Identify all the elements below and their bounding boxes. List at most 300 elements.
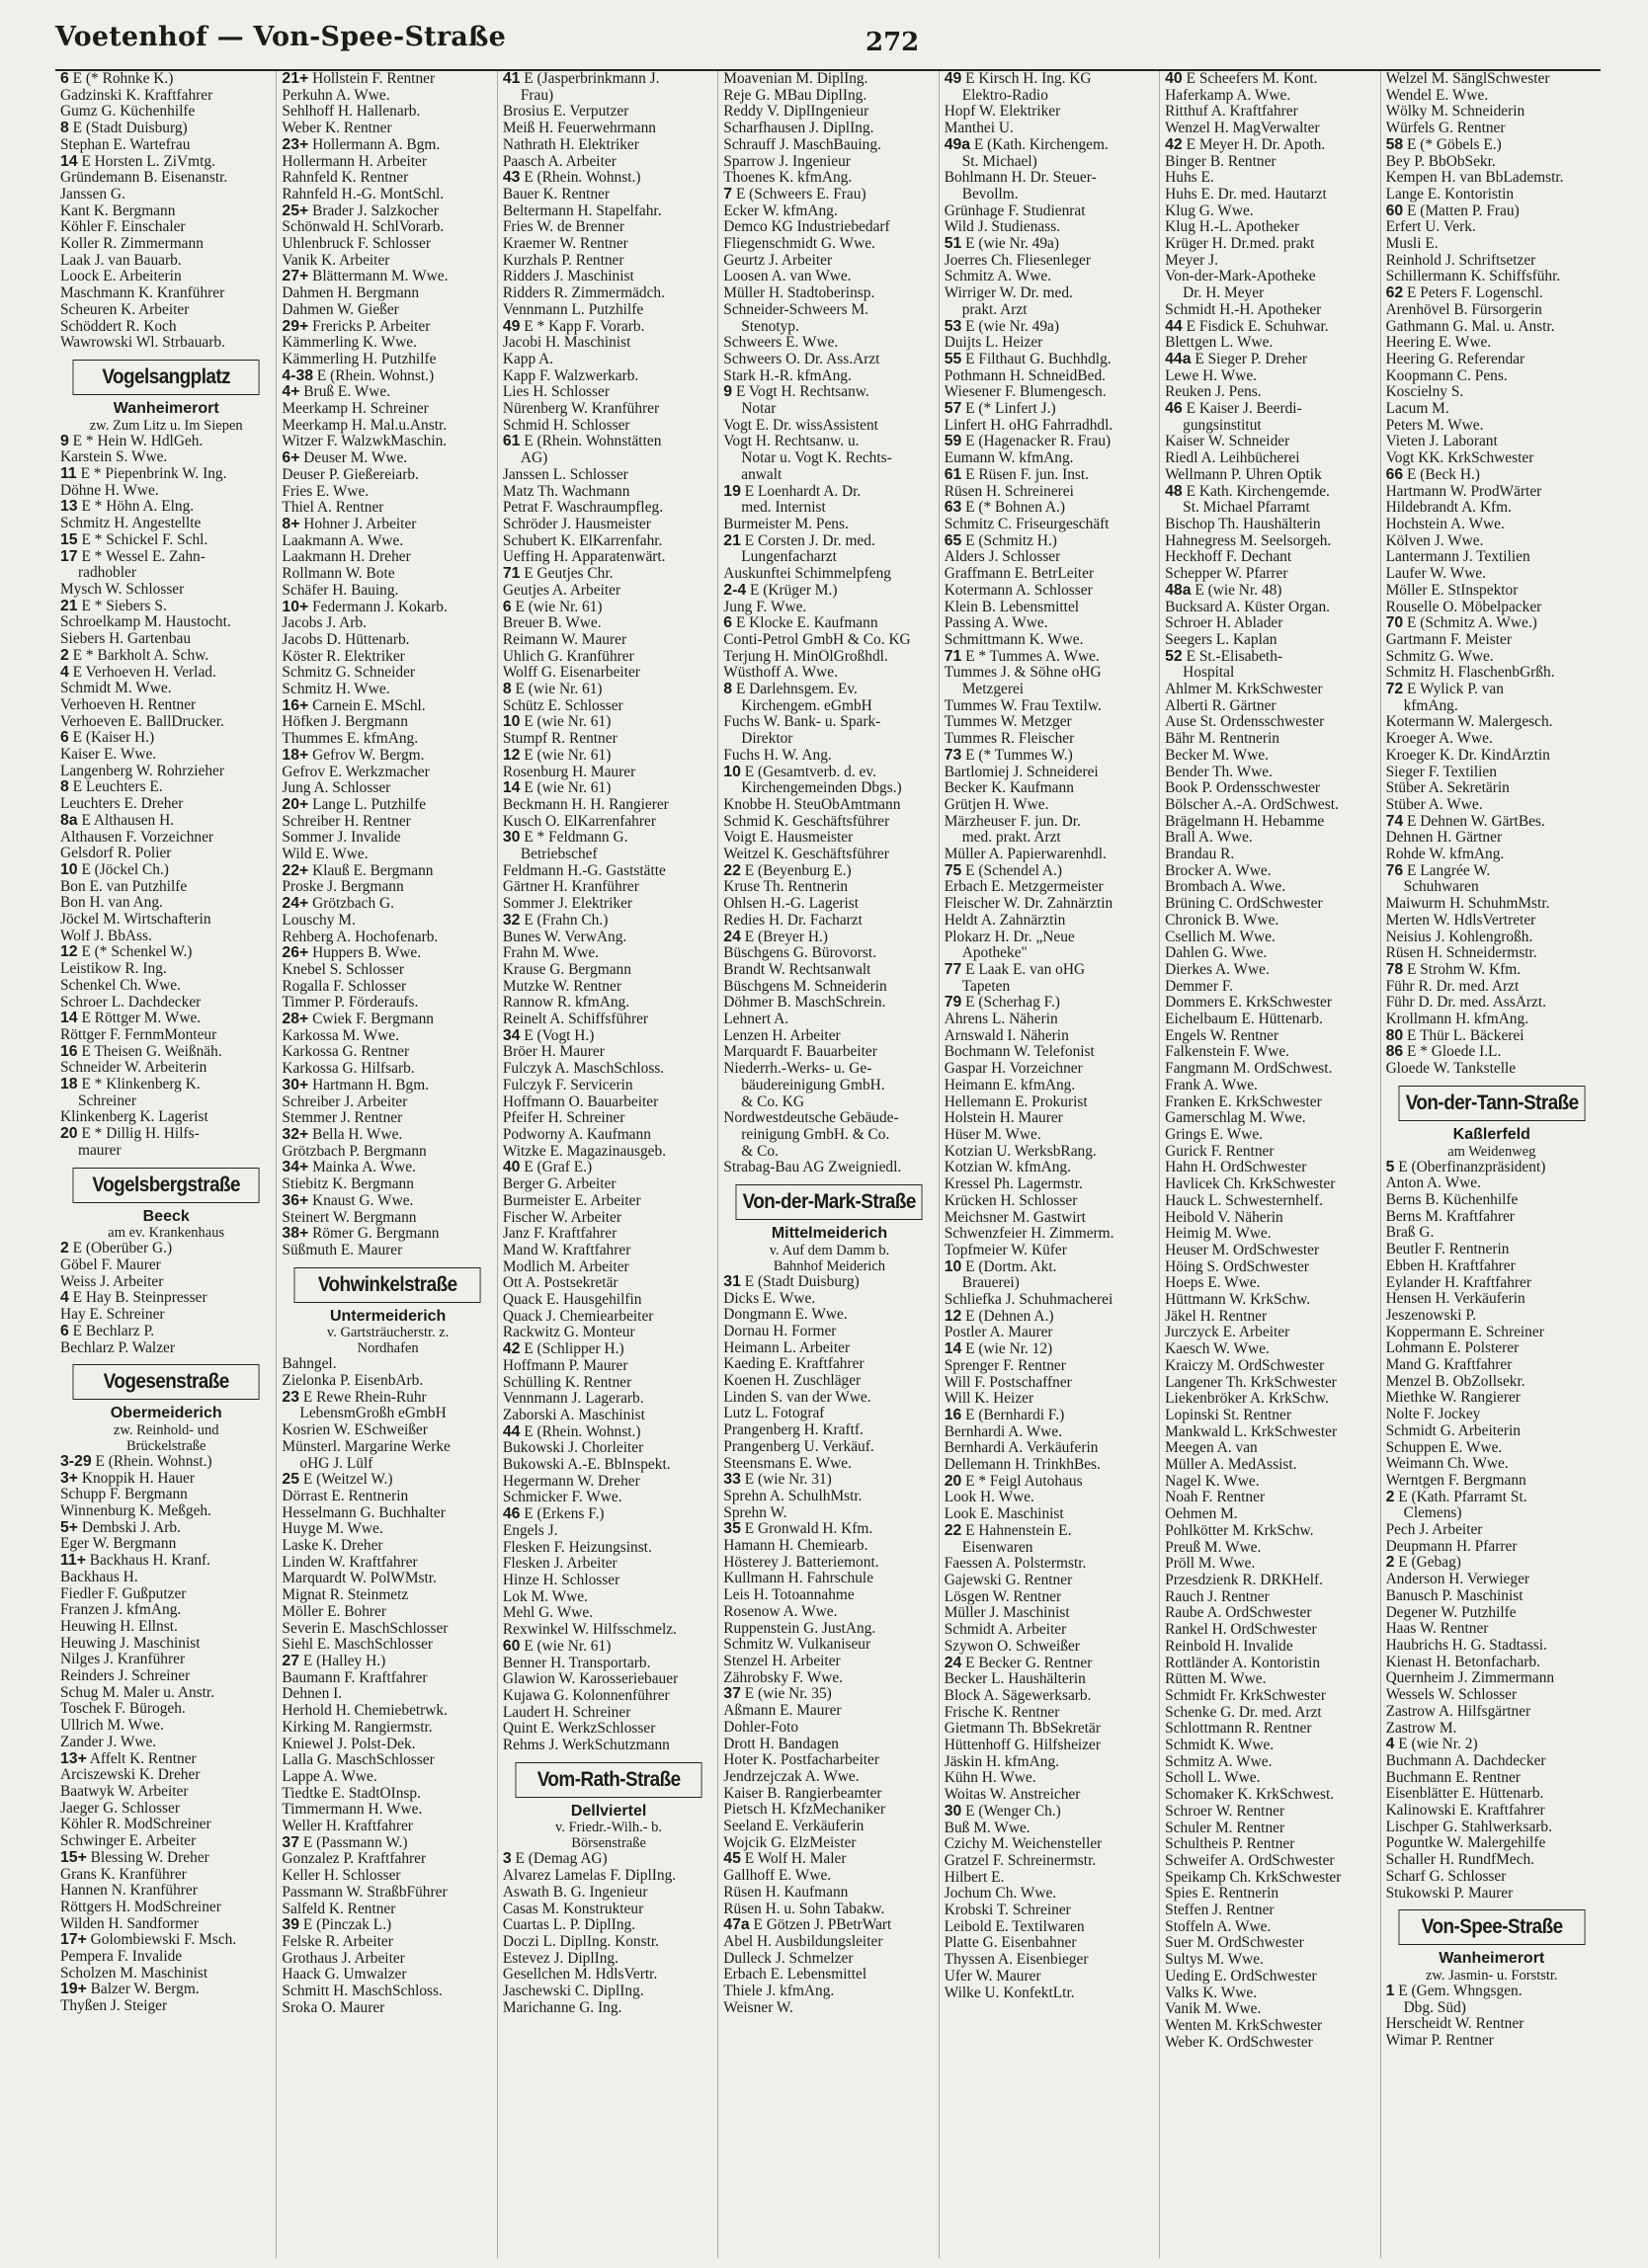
entry-text: Quack E. Hausgehilfin — [502, 1292, 642, 1309]
entry-text: Zander J. Wwe. — [60, 1734, 157, 1750]
entry-text: E Thür L. Bäckerei — [1407, 1027, 1524, 1044]
entry — [503, 780, 714, 797]
entry — [282, 1703, 493, 1720]
entry-continuation — [723, 731, 935, 748]
entry-text: Nürenberg W. Kranführer — [502, 401, 660, 418]
entry-text: Ott A. Postsekretär — [502, 1275, 618, 1292]
entry-text: Wenten M. KrkSchwester — [1165, 2017, 1323, 2034]
entry-text: Toschek F. Bürogeh. — [60, 1701, 186, 1718]
entry — [945, 418, 1156, 435]
entry-text: Kämmerling H. Putzhilfe — [282, 351, 437, 367]
house-number: 42 — [1165, 136, 1183, 153]
entry — [503, 1210, 714, 1227]
entry-text: Janz F. Kraftfahrer — [502, 1226, 618, 1243]
house-number: 12 — [502, 747, 521, 764]
entry-text: Riedl A. Leihbücherei — [1165, 450, 1300, 467]
entry-text: Thummes E. kfmAng. — [282, 731, 419, 748]
entry — [60, 1751, 272, 1768]
entry — [60, 764, 272, 780]
entry — [1165, 1127, 1376, 1144]
entry — [503, 1144, 714, 1161]
entry — [723, 285, 935, 302]
entry — [945, 401, 1156, 418]
entry-text: Auskunftei Schimmelpfeng — [723, 566, 891, 583]
entry-text: Lantermann J. Textilien — [1385, 549, 1530, 566]
entry — [503, 1424, 714, 1441]
entry — [723, 1885, 935, 1902]
entry-continuation — [945, 154, 1156, 171]
entry-text: E (wie Nr. 31) — [744, 1472, 832, 1489]
entry — [503, 698, 714, 715]
entry — [60, 599, 272, 615]
entry-text: Stenzel H. Arbeiter — [723, 1653, 841, 1669]
entry — [723, 170, 935, 187]
entry — [282, 352, 493, 368]
entry — [945, 269, 1156, 285]
entry-text: Proske J. Bergmann — [282, 879, 404, 896]
entry-text: Dornau H. Former — [723, 1323, 837, 1339]
entry — [1386, 1721, 1598, 1738]
entry-text: Severin E. MaschSchlosser — [282, 1620, 449, 1637]
entry — [60, 614, 272, 631]
entry-text: Buß M. Wwe. — [944, 1820, 1030, 1836]
entry-text: Gärtner H. Kranführer — [502, 879, 639, 896]
entry — [503, 203, 714, 220]
entry-text: kfmAng. — [1403, 697, 1458, 714]
entry-text: E (Stadt Duisburg) — [72, 121, 188, 137]
entry-text: Kujawa G. Kolonnenführer — [502, 1687, 670, 1704]
entry-text: Drott H. Bandagen — [723, 1736, 839, 1752]
entry-text: Baatwyk W. Arbeiter — [60, 1783, 189, 1800]
entry-text: Tummes W. Metzger — [944, 714, 1072, 731]
entry — [723, 1505, 935, 1522]
entry-text: & Co. — [741, 1143, 779, 1160]
entry-text: Thyßen J. Steiger — [60, 1998, 168, 2015]
entry-text: Meiß H. Feuerwehrmann — [502, 121, 656, 137]
entry — [60, 1274, 272, 1291]
entry — [60, 912, 272, 929]
house-number: 10 — [944, 1258, 962, 1275]
entry-text: Kurzhals P. Rentner — [502, 252, 624, 269]
entry — [723, 913, 935, 930]
entry — [503, 319, 714, 336]
entry — [1386, 1407, 1598, 1423]
entry-text: Jaeger G. Schlosser — [60, 1800, 180, 1817]
entry — [503, 979, 714, 996]
entry-continuation — [945, 979, 1156, 996]
entry — [945, 236, 1156, 253]
entry-text: Terjung H. MinÖlGroßhdl. — [723, 648, 888, 665]
entry-text: Woitas W. Anstreicher — [944, 1787, 1081, 1804]
entry — [503, 137, 714, 154]
house-number: 77 — [944, 961, 962, 978]
entry-text: Dahmen W. Gießer — [282, 301, 399, 318]
entry — [723, 1012, 935, 1028]
entry-text: Koppermann E. Schreiner — [1385, 1324, 1544, 1340]
entry — [945, 1639, 1156, 1656]
entry-text: E (Hagenacker R. Frau) — [965, 434, 1112, 450]
entry-text: E (Kath. Kirchengem. — [973, 136, 1109, 153]
entry-text: E Röttger M. Wwe. — [81, 1011, 202, 1027]
entry — [282, 748, 493, 765]
entry-text: Karkossa M. Wwe. — [282, 1027, 399, 1044]
entry-text: Gefrov W. Bergm. — [312, 747, 425, 764]
entry-text: Hahnegress M. Seelsorgeh. — [1165, 532, 1332, 549]
entry — [945, 219, 1156, 236]
entry — [945, 285, 1156, 302]
entry — [945, 1523, 1156, 1540]
entry-text: Huyge M. Wwe. — [282, 1521, 383, 1538]
entry-text: Gloede W. Tankstelle — [1385, 1061, 1517, 1078]
entry-text: Fuchs H. W. Ang. — [723, 747, 832, 764]
entry-text: E (* Göbels E.) — [1407, 136, 1502, 153]
entry — [1386, 1770, 1598, 1787]
entry-text: E * Siebers S. — [81, 598, 167, 614]
entry — [282, 1802, 493, 1819]
entry — [282, 731, 493, 748]
entry-text: E (* Tummes W.) — [965, 747, 1073, 764]
entry — [60, 1307, 272, 1324]
entry-text: Vogt KK. KrkSchwester — [1385, 450, 1534, 467]
entry — [1165, 1490, 1376, 1506]
house-number: 4 — [60, 664, 69, 681]
entry — [1165, 1259, 1376, 1276]
entry-text: Hannen N. Kranführer — [60, 1883, 198, 1900]
entry-text: Fischer W. Arbeiter — [502, 1209, 621, 1226]
entry — [503, 1984, 714, 2000]
entry-text: Beltermann H. Stapelfahr. — [502, 202, 662, 219]
entry-text: E (Jasperbrinkmann J. — [524, 71, 660, 87]
entry — [282, 814, 493, 831]
house-number: 6 — [723, 615, 733, 632]
entry-text: E (Gesamtverb. d. ev. — [744, 764, 876, 780]
entry — [282, 1127, 493, 1144]
entry-text: Sprenger F. Rentner — [944, 1357, 1066, 1374]
entry — [282, 1720, 493, 1737]
entry-text: Frahn M. Wwe. — [502, 945, 600, 962]
entry — [945, 1556, 1156, 1573]
entry — [282, 913, 493, 930]
entry-text: Karkossa G. Hilfsarb. — [282, 1061, 415, 1078]
entry — [503, 1917, 714, 1934]
entry — [723, 1835, 935, 1852]
house-number: 62 — [1385, 285, 1404, 302]
entry — [723, 748, 935, 765]
entry — [1386, 945, 1598, 962]
entry-text: Müller J. Maschinist — [944, 1605, 1070, 1622]
entry-text: E (wie Nr. 2) — [1398, 1737, 1478, 1753]
entry — [503, 995, 714, 1012]
entry — [1386, 1555, 1598, 1572]
entry — [723, 434, 935, 450]
entry — [723, 484, 935, 501]
entry-text: Apotheke" — [961, 945, 1028, 962]
entry-text: Grans K. Kranführer — [60, 1866, 187, 1883]
entry-text: Steffen J. Rentner — [1165, 1903, 1275, 1919]
entry — [1386, 319, 1598, 336]
entry-text: Paasch A. Arbeiter — [502, 153, 617, 170]
entry — [60, 236, 272, 253]
entry — [723, 896, 935, 913]
entry-text: Bucksard A. Küster Organ. — [1165, 599, 1330, 615]
entry — [282, 1144, 493, 1161]
entry-text: Kämmerling K. Wwe. — [282, 335, 417, 352]
entry — [1165, 1160, 1376, 1176]
entry-text: Rankel H. OrdSchwester — [1165, 1622, 1317, 1639]
entry — [945, 600, 1156, 616]
entry — [945, 467, 1156, 484]
street-location-note — [60, 1225, 272, 1241]
entry — [945, 1094, 1156, 1111]
entry — [282, 995, 493, 1012]
entry-text: E Fisdick E. Schuhwar. — [1186, 318, 1329, 335]
entry-text: E (wie Nr. 49a) — [965, 236, 1060, 253]
entry-text: zw. Reinhold- und — [113, 1421, 219, 1438]
district-name — [723, 1226, 935, 1243]
entry — [282, 1078, 493, 1094]
entry — [1165, 269, 1376, 285]
entry-text: Anton A. Wwe. — [1385, 1175, 1481, 1192]
entry-text: Von-Spee-Straße — [1421, 1915, 1563, 1939]
entry — [1165, 1804, 1376, 1821]
entry — [503, 1671, 714, 1688]
entry — [1165, 187, 1376, 203]
entry-text: Weitzel K. Geschäftsführer — [723, 847, 889, 863]
entry-text: Fuchs W. Bank- u. Spark- — [723, 714, 881, 731]
entry — [503, 1292, 714, 1309]
house-number: 14 — [944, 1341, 962, 1358]
entry — [60, 1126, 272, 1143]
entry — [1386, 500, 1598, 517]
entry — [1165, 1523, 1376, 1540]
entry — [60, 631, 272, 648]
entry-text: E (Kaiser H.) — [72, 730, 155, 747]
entry-text: E * Feigl Autohaus — [965, 1473, 1083, 1490]
street-location-note — [723, 1258, 935, 1274]
entry — [1386, 566, 1598, 583]
entry — [60, 549, 272, 566]
entry — [723, 1587, 935, 1604]
entry — [1165, 1738, 1376, 1754]
entry — [1165, 219, 1376, 236]
entry — [945, 714, 1156, 731]
entry-text: Jäskin H. kfmAng. — [944, 1753, 1059, 1770]
entry-text: prakt. Arzt — [961, 301, 1028, 318]
entry — [503, 665, 714, 682]
entry-text: Hilbert E. — [944, 1869, 1005, 1886]
entry-text: Koenen H. Zuschläger — [723, 1373, 862, 1390]
entry-text: Schreiner — [78, 1093, 136, 1109]
entry — [282, 88, 493, 105]
entry-text: Schröder J. Hausmeister — [502, 516, 651, 532]
entry — [723, 1851, 935, 1868]
entry-text: am ev. Krankenhaus — [108, 1225, 225, 1242]
entry — [1165, 1292, 1376, 1309]
entry-text: E (Graf E.) — [524, 1160, 593, 1176]
entry — [945, 434, 1156, 450]
entry — [282, 566, 493, 583]
entry-text: E Loenhardt A. Dr. — [744, 483, 862, 500]
entry — [1386, 1522, 1598, 1539]
entry-text: Haubrichs H. G. Stadtassi. — [1385, 1637, 1547, 1654]
entry — [1386, 979, 1598, 996]
entry — [945, 1309, 1156, 1326]
entry-text: Vogt E. Dr. wissAssistent — [723, 417, 878, 434]
entry-text: E (Dehnen A.) — [965, 1308, 1054, 1325]
entry-text: E (* Bohnen A.) — [965, 500, 1066, 517]
entry — [945, 319, 1156, 336]
entry-text: Dahlen G. Wwe. — [1165, 945, 1268, 962]
entry-text: Röttger F. FernmMonteur — [60, 1026, 217, 1043]
entry — [723, 1044, 935, 1061]
entry-text: Feldmann H.-G. Gaststätte — [502, 862, 666, 879]
house-number: 5+ — [60, 1519, 79, 1536]
entry — [282, 1390, 493, 1407]
entry — [60, 961, 272, 978]
entry — [945, 1259, 1156, 1276]
entry-text: Kotermann A. Schlosser — [944, 582, 1093, 599]
entry-text: Burmeister E. Arbeiter — [502, 1192, 641, 1209]
entry-text: Blettgen L. Wwe. — [1165, 335, 1274, 352]
entry — [1386, 121, 1598, 137]
district-name — [1386, 1951, 1598, 1968]
entry-text: Janssen L. Schlosser — [502, 466, 628, 483]
house-number: 13+ — [60, 1750, 87, 1767]
entry — [1165, 1094, 1376, 1111]
entry — [282, 1737, 493, 1753]
entry-text: Knaust G. Wwe. — [312, 1192, 414, 1209]
entry — [503, 1275, 714, 1292]
entry — [1386, 632, 1598, 649]
entry-text: Heimann E. kfmAng. — [944, 1077, 1076, 1094]
entry — [1386, 1588, 1598, 1605]
entry — [60, 483, 272, 500]
entry-text: Scholl L. Wwe. — [1165, 1770, 1261, 1787]
entry — [1386, 1655, 1598, 1671]
house-number: 61 — [502, 434, 521, 450]
entry — [723, 797, 935, 814]
entry-text: Karstein S. Wwe. — [60, 449, 168, 466]
entry — [503, 863, 714, 880]
entry — [60, 1817, 272, 1833]
entry-text: Notar — [741, 401, 777, 418]
house-number: 42 — [502, 1341, 521, 1358]
entry-text: Erbach E. Metzgermeister — [944, 879, 1104, 896]
entry-text: Meegen A. van — [1165, 1440, 1258, 1457]
entry-text: E (wie Nr. 61) — [524, 780, 612, 797]
entry — [945, 368, 1156, 385]
entry — [1165, 121, 1376, 137]
entry-text: Alvarez Lamelas F. DiplIng. — [502, 1868, 677, 1885]
entry — [282, 1951, 493, 1968]
entry — [60, 1487, 272, 1503]
entry — [1386, 1012, 1598, 1028]
entry-text: Witzer F. WalzwkMaschin. — [282, 434, 448, 450]
house-number: 71 — [944, 648, 962, 665]
entry — [60, 1619, 272, 1636]
entry — [60, 1900, 272, 1916]
entry-text: Hollstein F. Rentner — [312, 71, 436, 87]
entry — [1165, 797, 1376, 814]
entry — [945, 1210, 1156, 1227]
entry-text: Laakmann H. Dreher — [282, 549, 411, 566]
house-number: 30 — [502, 830, 521, 847]
entry-text: E Darlehnsgem. Ev. — [735, 682, 858, 698]
entry — [723, 1521, 935, 1538]
entry-text: Maiwurm H. SchuhmMstr. — [1385, 896, 1550, 913]
entry — [945, 384, 1156, 401]
house-number: 9 — [60, 433, 69, 449]
entry-text: E (Oberüber G.) — [72, 1241, 173, 1257]
entry-text: Schmidt G. Arbeiterin — [1385, 1422, 1521, 1439]
entry-text: Vennmann L. Putzhilfe — [502, 301, 644, 318]
entry-text: Grünhage F. Studienrat — [944, 202, 1086, 219]
entry — [1386, 2016, 1598, 2033]
entry — [1165, 88, 1376, 105]
entry — [945, 632, 1156, 649]
house-number: 80 — [1385, 1027, 1404, 1044]
entry — [282, 962, 493, 979]
entry-text: Burmeister M. Pens. — [723, 516, 849, 532]
entry-text: E Geutjes Chr. — [524, 566, 614, 583]
entry — [723, 1340, 935, 1357]
entry — [1386, 253, 1598, 270]
entry — [282, 1967, 493, 1984]
entry — [282, 1654, 493, 1670]
entry-text: Uhlich G. Kranführer — [502, 648, 634, 665]
entry — [503, 1309, 714, 1326]
entry-text: Müller A. MedAssist. — [1165, 1457, 1297, 1474]
house-number: 60 — [1385, 202, 1404, 219]
entry — [503, 1110, 714, 1127]
entry — [1386, 1061, 1598, 1078]
entry — [60, 269, 272, 285]
entry — [945, 253, 1156, 270]
entry — [723, 649, 935, 666]
entry — [60, 648, 272, 665]
house-number: 10 — [60, 861, 78, 878]
entry-text: Sprehn A. SchulhMstr. — [723, 1488, 863, 1504]
entry-text: E Vogt H. Rechtsanw. — [735, 384, 869, 401]
entry — [945, 1391, 1156, 1408]
entry-text: Jäkel H. Rentner — [1165, 1308, 1268, 1325]
entry-continuation — [723, 1127, 935, 1144]
entry-text: Clemens) — [1403, 1505, 1462, 1522]
house-number: 51 — [944, 236, 962, 253]
house-number: 24+ — [282, 896, 309, 913]
entry-text: Schmidt Fr. KrkSchwester — [1165, 1687, 1327, 1704]
entry — [723, 517, 935, 533]
entry-text: Krause G. Bergmann — [502, 961, 631, 978]
entry-continuation — [945, 88, 1156, 105]
entry-text: Schomaker K. KrkSchwest. — [1165, 1787, 1335, 1804]
entry-text: E (Weitzel W.) — [302, 1472, 393, 1489]
entry — [1165, 1985, 1376, 2002]
entry — [723, 765, 935, 781]
entry-text: Gartmann F. Meister — [1385, 631, 1512, 648]
entry — [1386, 517, 1598, 533]
house-number: 8 — [502, 682, 512, 698]
entry-text: zw. Jasmin- u. Forststr. — [1425, 1967, 1558, 1984]
entry-text: Braß G. — [1385, 1225, 1435, 1242]
entry — [282, 1356, 493, 1373]
entry-text: Hensen H. Verkäuferin — [1385, 1291, 1525, 1308]
entry — [1165, 1144, 1376, 1161]
entry — [503, 830, 714, 847]
entry — [1386, 1209, 1598, 1226]
entry — [945, 1688, 1156, 1705]
house-number: 2 — [1385, 1489, 1395, 1505]
